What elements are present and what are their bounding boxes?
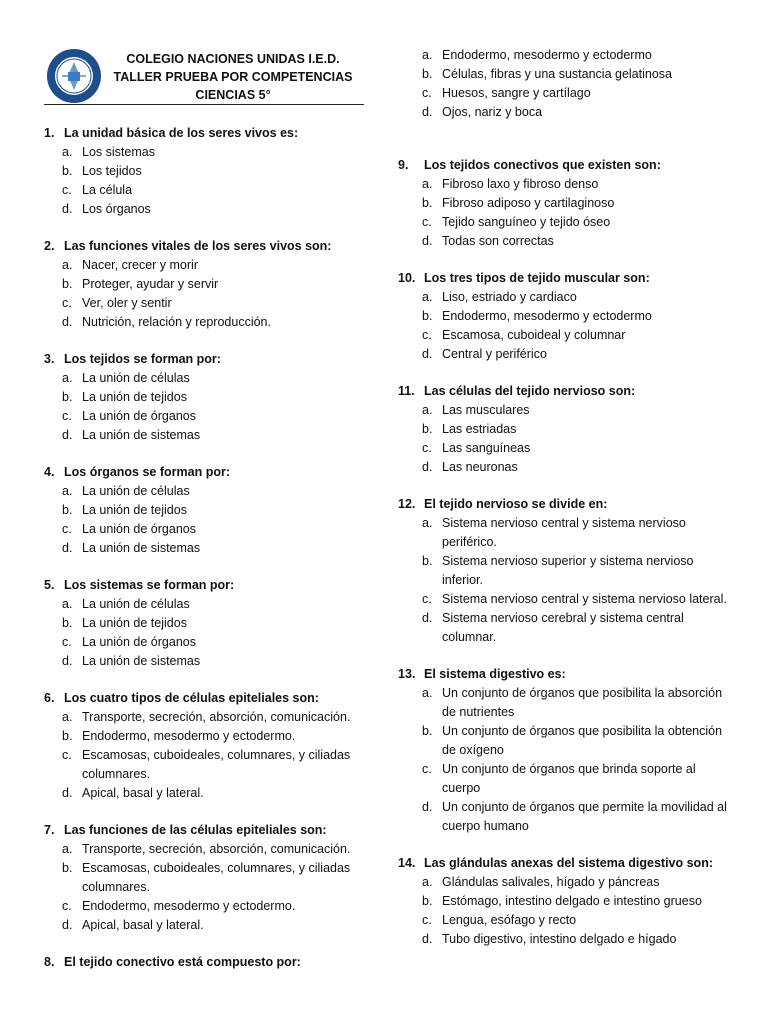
option-text: Sistema nervioso central y sistema nervioso periférico. — [442, 516, 686, 549]
question-text: Las células del tejido nervioso son: — [424, 384, 636, 398]
option-letter: b. — [62, 390, 73, 404]
option-text: Las musculares — [442, 403, 530, 417]
answer-option — [398, 892, 728, 911]
option-letter: a. — [62, 842, 73, 856]
option-letter: a. — [62, 145, 73, 159]
option-text: Un conjunto de órganos que brinda soporte al cuerpo — [442, 762, 696, 795]
answer-option — [44, 200, 374, 219]
answer-option — [398, 552, 728, 590]
option-letter: d. — [62, 918, 73, 932]
question-item — [398, 854, 728, 949]
answer-option — [44, 859, 374, 897]
option-letter: d. — [62, 428, 73, 442]
answer-options — [44, 369, 374, 445]
option-text: Los tejidos — [82, 164, 142, 178]
option-text: La unión de órganos — [82, 409, 196, 423]
answer-option — [398, 439, 728, 458]
answer-option — [44, 162, 374, 181]
option-text: La unión de tejidos — [82, 616, 187, 630]
answer-options — [398, 46, 728, 122]
option-text: Fibroso laxo y fibroso denso — [442, 177, 599, 191]
option-text: Apical, basal y lateral. — [82, 918, 204, 932]
option-letter: c. — [62, 183, 72, 197]
option-text: Escamosas, cuboideales, columnares, y ciliadas columnares. — [82, 748, 351, 781]
question-number: 10. — [398, 271, 416, 285]
option-letter: c. — [62, 409, 72, 423]
option-letter: a. — [62, 371, 73, 385]
question-heading — [44, 576, 374, 595]
option-letter: a. — [422, 516, 433, 530]
answer-option — [44, 143, 374, 162]
question-item — [398, 269, 728, 364]
workshop-title: TALLER PRUEBA POR COMPETENCIAS — [113, 70, 353, 84]
option-letter: b. — [62, 277, 73, 291]
answer-option — [44, 369, 374, 388]
question-number: 8. — [44, 955, 55, 969]
answer-option — [398, 930, 728, 949]
answer-options — [398, 514, 728, 647]
answer-option — [44, 501, 374, 520]
answer-option — [44, 181, 374, 200]
option-text: Nutrición, relación y reproducción. — [82, 315, 271, 329]
answer-option — [398, 798, 728, 836]
answer-options — [44, 482, 374, 558]
answer-option — [398, 458, 728, 477]
option-letter: b. — [62, 616, 73, 630]
question-item — [44, 237, 374, 332]
question-number: 1. — [44, 126, 55, 140]
question-item — [398, 665, 728, 836]
option-letter: d. — [422, 932, 433, 946]
question-heading — [44, 237, 374, 256]
option-text: La unión de tejidos — [82, 503, 187, 517]
option-text: La unión de células — [82, 597, 190, 611]
option-text: Glándulas salivales, hígado y páncreas — [442, 875, 660, 889]
question-text: Los órganos se forman por: — [64, 465, 230, 479]
answer-option — [398, 288, 728, 307]
option-text: Un conjunto de órganos que permite la movilidad al cuerpo humano — [442, 800, 727, 833]
answer-option — [398, 873, 728, 892]
option-text: Células, fibras y una sustancia gelatinosa — [442, 67, 672, 81]
question-number: 11. — [398, 384, 415, 398]
answer-option — [44, 426, 374, 445]
option-letter: a. — [422, 875, 433, 889]
answer-option — [398, 213, 728, 232]
answer-option — [398, 345, 728, 364]
answer-option — [398, 175, 728, 194]
option-text: La unión de sistemas — [82, 428, 201, 442]
option-text: Lengua, esófago y recto — [442, 913, 577, 927]
answer-option — [398, 103, 728, 122]
option-letter: c. — [422, 913, 432, 927]
question-heading — [44, 953, 374, 972]
option-text: Proteger, ayudar y servir — [82, 277, 219, 291]
answer-option — [44, 313, 374, 332]
option-letter: b. — [422, 67, 433, 81]
answer-option — [398, 46, 728, 65]
answer-option — [398, 420, 728, 439]
question-number: 6. — [44, 691, 55, 705]
answer-option — [398, 401, 728, 420]
question-item — [44, 463, 374, 558]
answer-options — [398, 288, 728, 364]
question-text: Las glándulas anexas del sistema digestivo son: — [424, 856, 713, 870]
option-letter: d. — [62, 315, 73, 329]
answer-option — [398, 722, 728, 760]
question-number: 2. — [44, 239, 55, 253]
option-letter: b. — [62, 503, 73, 517]
option-letter: c. — [62, 748, 72, 762]
option-letter: b. — [422, 894, 433, 908]
question-number: 7. — [44, 823, 55, 837]
answer-options — [44, 595, 374, 671]
option-letter: b. — [422, 196, 433, 210]
question-heading — [44, 689, 374, 708]
option-text: Un conjunto de órganos que posibilita la absorción de nutrientes — [442, 686, 723, 719]
answer-option — [44, 256, 374, 275]
option-text: Nacer, crecer y morir — [82, 258, 198, 272]
option-text: Sistema nervioso superior y sistema nervioso inferior. — [442, 554, 694, 587]
option-letter: d. — [422, 234, 433, 248]
option-text: Central y periférico — [442, 347, 547, 361]
answer-option — [398, 326, 728, 345]
right-column — [398, 46, 728, 967]
option-letter: c. — [62, 296, 72, 310]
answer-option — [44, 633, 374, 652]
option-text: Huesos, sangre y cartílago — [442, 86, 591, 100]
option-letter: c. — [422, 215, 432, 229]
answer-option — [44, 595, 374, 614]
answer-option — [44, 652, 374, 671]
answer-option — [44, 294, 374, 313]
option-letter: a. — [422, 686, 433, 700]
question-heading — [398, 156, 728, 175]
option-text: Ver, oler y sentir — [82, 296, 172, 310]
option-letter: d. — [62, 202, 73, 216]
option-text: Endodermo, mesodermo y ectodermo. — [82, 899, 296, 913]
answer-option — [44, 614, 374, 633]
option-letter: d. — [422, 800, 433, 814]
question-heading — [44, 124, 374, 143]
option-text: Endodermo, mesodermo y ectodermo — [442, 48, 652, 62]
option-text: Las neuronas — [442, 460, 518, 474]
question-heading — [398, 495, 728, 514]
option-text: Transporte, secreción, absorción, comunicación. — [82, 842, 351, 856]
answer-option — [44, 916, 374, 935]
question-item — [44, 576, 374, 671]
question-text: Los tejidos se forman por: — [64, 352, 221, 366]
option-letter: d. — [62, 786, 73, 800]
option-text: Las sanguíneas — [442, 441, 531, 455]
option-text: Estómago, intestino delgado e intestino grueso — [442, 894, 702, 908]
option-text: La unión de células — [82, 484, 190, 498]
question-item — [398, 382, 728, 477]
option-letter: b. — [422, 554, 433, 568]
question-8-continued — [398, 46, 728, 122]
answer-option — [44, 539, 374, 558]
answer-option — [44, 746, 374, 784]
question-heading — [398, 382, 728, 401]
option-letter: d. — [422, 347, 433, 361]
header-divider — [44, 104, 364, 105]
answer-option — [398, 65, 728, 84]
question-item — [44, 821, 374, 935]
option-letter: c. — [422, 762, 432, 776]
school-logo-icon — [46, 48, 102, 104]
question-text: La unidad básica de los seres vivos es: — [64, 126, 299, 140]
answer-option — [398, 514, 728, 552]
question-heading — [398, 854, 728, 873]
option-text: La unión de células — [82, 371, 190, 385]
option-letter: a. — [422, 290, 433, 304]
question-text: Las funciones vitales de los seres vivos son: — [64, 239, 332, 253]
answer-options — [44, 143, 374, 219]
option-text: Las estriadas — [442, 422, 517, 436]
option-text: Transporte, secreción, absorción, comunicación. — [82, 710, 351, 724]
option-letter: c. — [62, 899, 72, 913]
answer-option — [398, 609, 728, 647]
answer-option — [44, 388, 374, 407]
document-header — [44, 44, 364, 106]
header-titles — [102, 50, 364, 104]
option-letter: b. — [62, 861, 73, 875]
answer-option — [398, 684, 728, 722]
option-letter: a. — [62, 597, 73, 611]
option-letter: b. — [62, 164, 73, 178]
answer-options — [398, 684, 728, 836]
question-heading — [44, 463, 374, 482]
option-text: Sistema nervioso central y sistema nervioso lateral. — [442, 592, 727, 606]
question-number: 5. — [44, 578, 55, 592]
option-letter: c. — [62, 635, 72, 649]
answer-option — [398, 194, 728, 213]
answer-option — [398, 232, 728, 251]
answer-option — [44, 784, 374, 803]
option-letter: a. — [422, 48, 433, 62]
option-text: Tubo digestivo, intestino delgado e hígado — [442, 932, 677, 946]
question-item — [44, 689, 374, 803]
question-heading — [398, 269, 728, 288]
option-text: Tejido sanguíneo y tejido óseo — [442, 215, 611, 229]
answer-options — [398, 401, 728, 477]
answer-options — [44, 840, 374, 935]
answer-option — [44, 727, 374, 746]
subject-title: CIENCIAS 5° — [195, 88, 271, 102]
question-heading — [44, 821, 374, 840]
option-letter: b. — [422, 422, 433, 436]
question-number: 13. — [398, 667, 416, 681]
left-column — [44, 124, 374, 990]
question-text: Los cuatro tipos de células epiteliales son: — [64, 691, 319, 705]
question-number: 12. — [398, 497, 416, 511]
option-text: La unión de órganos — [82, 522, 196, 536]
option-letter: d. — [62, 654, 73, 668]
option-letter: b. — [62, 729, 73, 743]
question-text: El sistema digestivo es: — [424, 667, 566, 681]
option-letter: d. — [62, 541, 73, 555]
answer-option — [398, 84, 728, 103]
option-text: Fibroso adiposo y cartilaginoso — [442, 196, 615, 210]
option-text: La célula — [82, 183, 133, 197]
option-letter: a. — [62, 258, 73, 272]
option-text: Escamosas, cuboideales, columnares, y ciliadas columnares. — [82, 861, 351, 894]
question-text: El tejido nervioso se divide en: — [424, 497, 608, 511]
question-text: Los sistemas se forman por: — [64, 578, 235, 592]
option-text: La unión de sistemas — [82, 654, 201, 668]
question-item — [398, 495, 728, 647]
answer-option — [44, 520, 374, 539]
answer-option — [44, 482, 374, 501]
question-item — [398, 156, 728, 251]
option-letter: d. — [422, 105, 433, 119]
question-number: 9. — [398, 158, 409, 172]
answer-option — [398, 760, 728, 798]
option-text: Apical, basal y lateral. — [82, 786, 204, 800]
question-text: Las funciones de las células epiteliales son: — [64, 823, 327, 837]
option-letter: c. — [422, 592, 432, 606]
option-letter: c. — [422, 86, 432, 100]
answer-option — [44, 840, 374, 859]
question-number: 3. — [44, 352, 55, 366]
answer-option — [398, 590, 728, 609]
answer-option — [44, 275, 374, 294]
option-letter: c. — [422, 328, 432, 342]
option-text: Escamosa, cuboideal y columnar — [442, 328, 626, 342]
option-text: Endodermo, mesodermo y ectodermo — [442, 309, 652, 323]
question-number: 14. — [398, 856, 416, 870]
question-number: 4. — [44, 465, 55, 479]
question-text: Los tejidos conectivos que existen son: — [424, 158, 661, 172]
question-heading — [44, 350, 374, 369]
question-text: Los tres tipos de tejido muscular son: — [424, 271, 650, 285]
option-letter: c. — [422, 441, 432, 455]
answer-options — [398, 175, 728, 251]
option-text: Endodermo, mesodermo y ectodermo. — [82, 729, 296, 743]
option-letter: b. — [422, 724, 433, 738]
option-letter: d. — [422, 611, 433, 625]
option-text: Los sistemas — [82, 145, 155, 159]
option-letter: a. — [422, 403, 433, 417]
option-text: Sistema nervioso cerebral y sistema central columnar. — [442, 611, 684, 644]
question-item — [44, 350, 374, 445]
answer-options — [398, 873, 728, 949]
question-heading — [398, 665, 728, 684]
option-text: Los órganos — [82, 202, 151, 216]
answer-option — [44, 407, 374, 426]
answer-option — [44, 708, 374, 727]
option-letter: a. — [62, 484, 73, 498]
option-text: La unión de órganos — [82, 635, 196, 649]
school-name: COLEGIO NACIONES UNIDAS I.E.D. — [126, 52, 340, 66]
question-item — [44, 124, 374, 219]
question-item — [44, 953, 374, 972]
answer-options — [44, 256, 374, 332]
question-text: El tejido conectivo está compuesto por: — [64, 955, 301, 969]
option-letter: c. — [62, 522, 72, 536]
option-text: Ojos, nariz y boca — [442, 105, 543, 119]
answer-options — [44, 708, 374, 803]
option-letter: a. — [62, 710, 73, 724]
answer-option — [44, 897, 374, 916]
option-text: Liso, estriado y cardiaco — [442, 290, 577, 304]
option-text: La unión de tejidos — [82, 390, 187, 404]
option-text: Todas son correctas — [442, 234, 554, 248]
option-letter: b. — [422, 309, 433, 323]
answer-option — [398, 911, 728, 930]
answer-option — [398, 307, 728, 326]
option-text: La unión de sistemas — [82, 541, 201, 555]
option-letter: a. — [422, 177, 433, 191]
option-text: Un conjunto de órganos que posibilita la obtención de oxígeno — [442, 724, 723, 757]
option-letter: d. — [422, 460, 433, 474]
